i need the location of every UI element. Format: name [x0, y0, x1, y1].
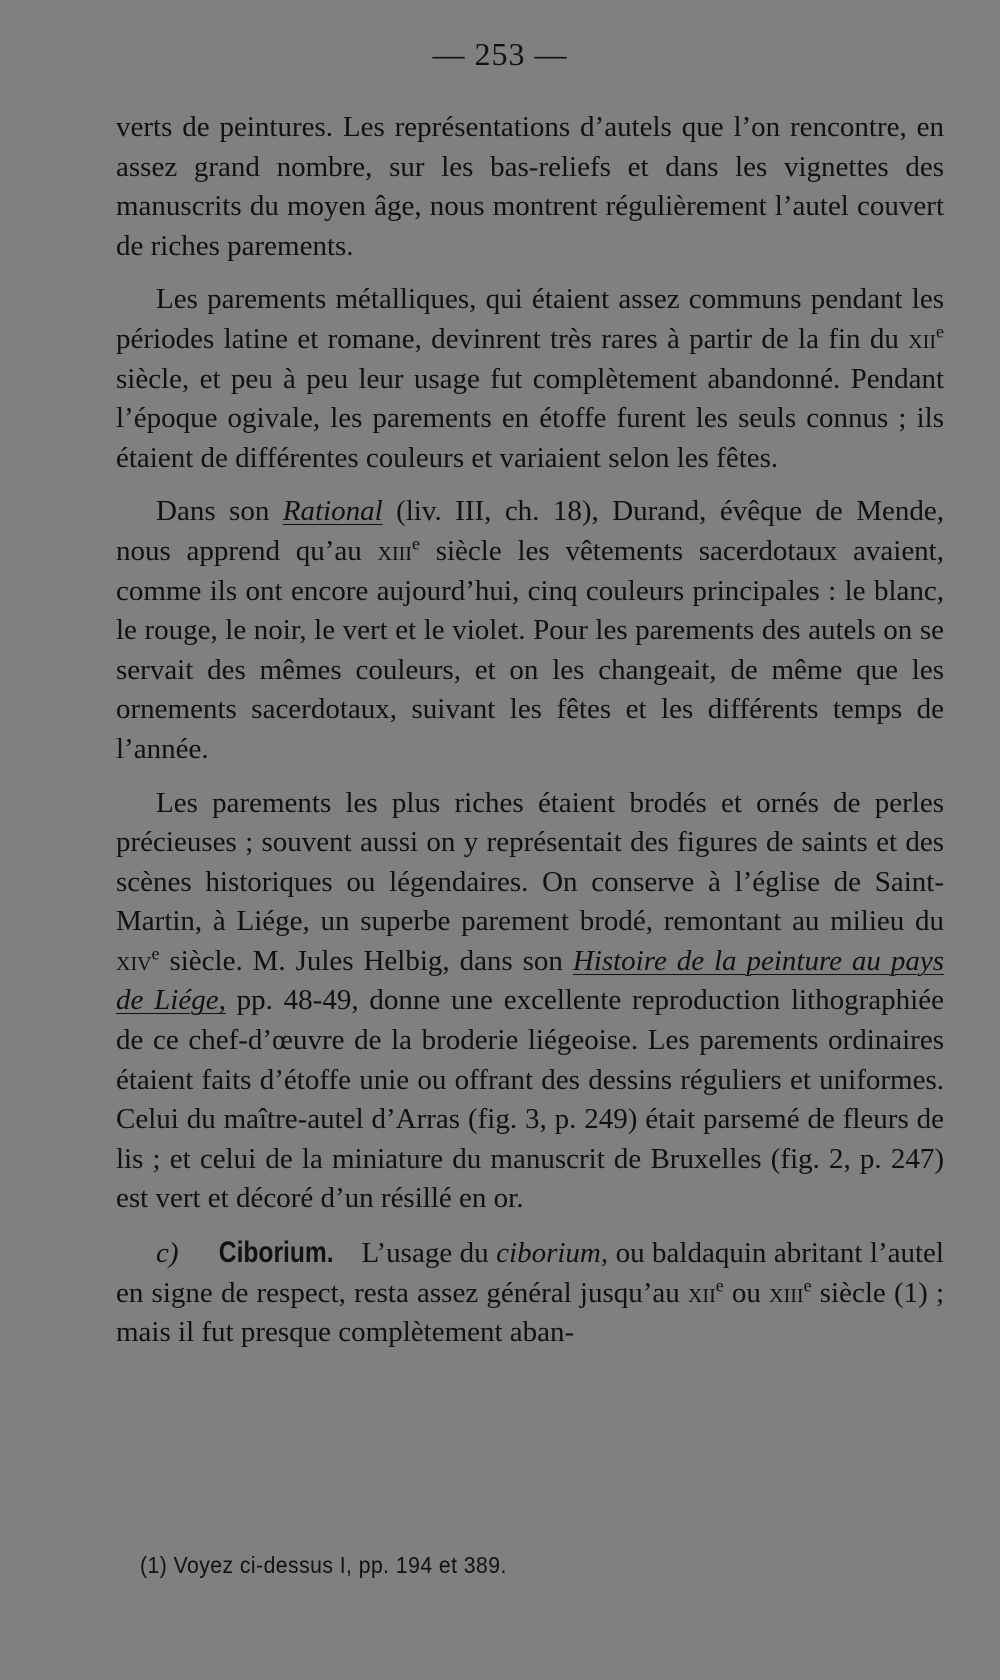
work-title-rational: Rational [282, 495, 383, 528]
body-text [116, 108, 944, 1367]
century-numeral: xiii [377, 534, 412, 567]
superscript: e [411, 533, 420, 554]
paragraph-5-text-a: L’usage du [354, 1237, 497, 1270]
paragraph-5-text-d: siècle (1) ; mais il fut presque complètement aban- [116, 1276, 945, 1349]
century-numeral: xii [687, 1276, 716, 1309]
work-title-histoire: Histoire de la peinture au pays de Liége, [116, 944, 944, 1017]
paragraph-5 [116, 1233, 944, 1353]
century-numeral: xiii [769, 1276, 804, 1309]
paragraph-3-text-c: siècle les vêtements sacerdotaux avaient, comme ils ont encore aujourd’hui, cinq couleurs principales : le blanc, le rouge, le noir, le vert et le violet. Pour les parements des autels on se servait des mêmes couleurs, et on les changeait, de même que les ornements sacerdotaux, suivant les fêtes et les différents temps de l’année. [116, 534, 944, 765]
term-ciborium: ciborium, [496, 1237, 609, 1270]
page-number: — 253 — [432, 36, 568, 72]
superscript: e [803, 1274, 812, 1295]
paragraph-4-text-b: siècle. M. Jules Helbig, dans son [159, 944, 573, 977]
paragraph-4 [116, 784, 944, 1220]
superscript: e [715, 1274, 724, 1295]
paragraph-3-text-b: (liv. III, ch. 18), Durand, évêque de Mende, nous apprend qu’au [116, 495, 944, 567]
paragraph-4-text-a: Les parements les plus riches étaient brodés et ornés de perles précieuses ; souvent aussi on y représentait des figures de saints et des scènes historiques ou légendaires. On conserve à l’église de Saint-Martin, à Liége, un superbe parement brodé, remontant au milieu du [116, 786, 944, 938]
section-heading: Ciborium. [218, 1236, 334, 1270]
paragraph-2-text-a: Les parements métalliques, qui étaient assez communs pendant les périodes latine et romane, devinrent très rares à partir de la fin du [116, 283, 944, 355]
section-label: c) [156, 1237, 179, 1270]
century-numeral: xii [908, 322, 936, 355]
superscript: e [151, 943, 160, 964]
paragraph-2-text-b: siècle, et peu à peu leur usage fut complètement abandonné. Pendant l’époque ogivale, les parements en étoffe furent les seuls connus ; ils étaient de différentes couleurs et variaient selon les fêtes. [116, 362, 944, 474]
paragraph-2 [116, 280, 944, 478]
paragraph-1 [116, 108, 944, 266]
paragraph-4-text-c: pp. 48-49, donne une excellente reproduction lithographiée de ce chef-d’œuvre de la broderie liégeoise. Les parements ordinaires étaient faits d’étoffe unie ou offrant des dessins réguliers et uniformes. Celui du maître-autel d’Arras (fig. 3, p. 249) était parsemé de fleurs de lis ; et celui de la miniature du manuscrit de Bruxelles (fig. 2, p. 247) est vert et décoré d’un résillé en or. [116, 984, 944, 1215]
century-numeral: xiv [116, 944, 152, 977]
footnote: (1) Voyez ci-dessus I, pp. 194 et 389. [140, 1552, 507, 1578]
paragraph-5-text-c: ou [723, 1276, 770, 1309]
paragraph-1-text: verts de peintures. Les représentations d’autels que l’on rencontre, en assez grand nombre, sur les bas-reliefs et dans les vignettes des manuscrits du moyen âge, nous montrent régulièrement l’autel couvert de riches parements. [116, 111, 944, 262]
paragraph-5-text-b: ou baldaquin abritant l’autel en signe de respect, resta assez général jusqu’au [116, 1237, 944, 1309]
paragraph-3-text-a: Dans son [156, 495, 283, 528]
paragraph-3 [116, 492, 944, 769]
superscript: e [936, 321, 944, 342]
